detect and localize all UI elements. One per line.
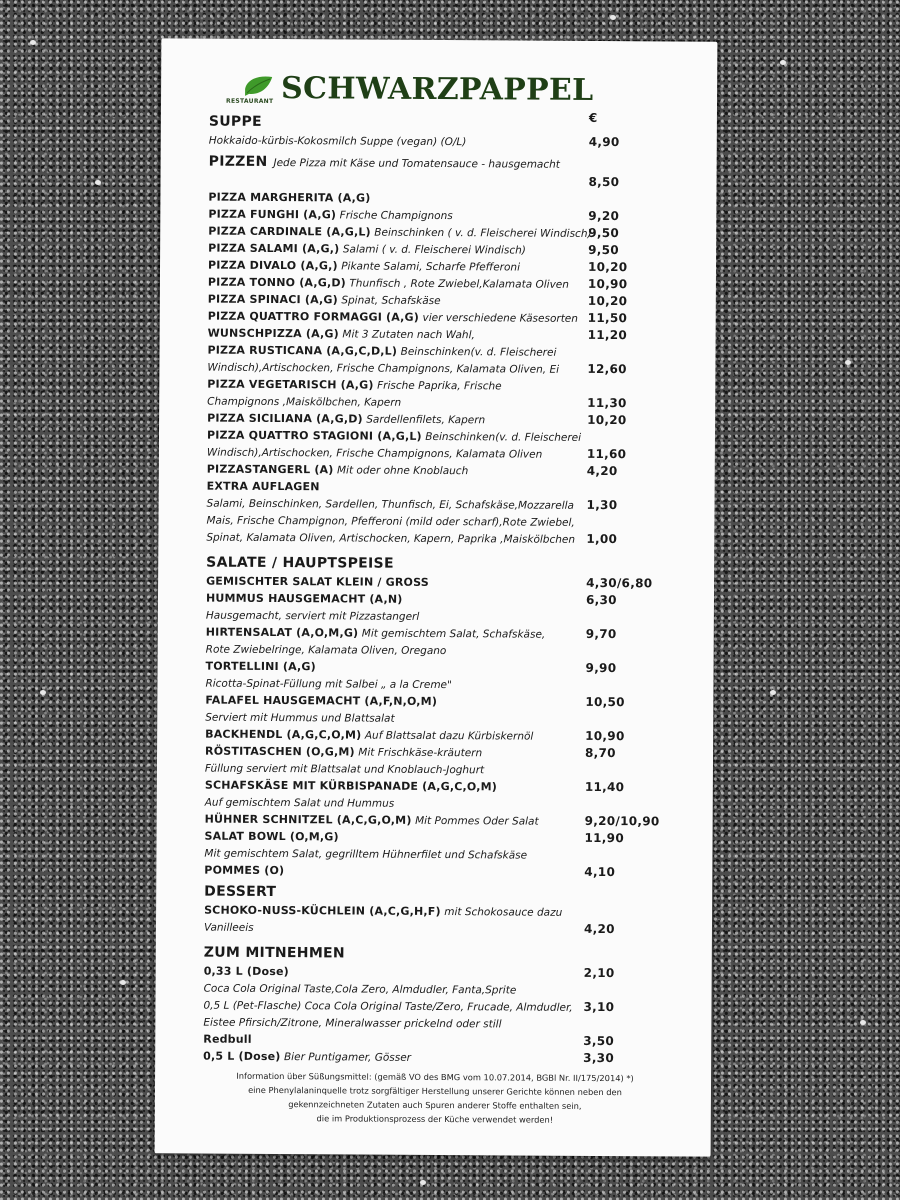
menu-item-price: 3,50 [583,1033,615,1049]
menu-card [155,38,718,1156]
menu-item-description: Salami ( v. d. Fleischerei Windisch) [342,243,526,257]
menu-item-price: 9,20/10,90 [584,813,660,829]
menu-item-description: Eistee Pfirsich/Zitrone, Mineralwasser prickelnd oder still [203,1016,502,1031]
menu-item-description: Champignons ,Maiskölbchen, Kapern [207,395,402,409]
menu-item-name: WUNSCHPIZZA (A,G) [207,326,339,341]
menu-item-description: 0,5 L (Pet-Flasche) Coca Cola Original Taste/Zero, Frucade, Almdudler, [203,999,573,1014]
menu-item-row [209,132,699,152]
menu-item-name: PIZZA MARGHERITA (A,G) [208,190,371,205]
menu-item-price: 10,20 [587,412,627,428]
menu-item-price: 2,10 [583,965,615,981]
menu-item-name: PIZZA TONNO (A,G,D) [207,275,346,290]
allergen-footnote [185,1068,685,1127]
granite-speck [30,40,36,45]
menu-item-description: Windisch),Artischocken, Frische Champignons, Kalamata Oliven [206,446,543,461]
menu-item-description: Ricotta-Spinat-Füllung mit Salbei „ a la Creme" [205,677,452,692]
granite-speck [845,360,851,365]
section-title-suppe: SUPPE € [208,110,598,130]
menu-item-description: Pikante Salami, Scharfe Pfefferoni [341,260,521,274]
menu-item-name: 0,33 L (Dose) [203,964,289,979]
menu-item-price: 8,70 [585,745,616,761]
menu-item-price: 4,90 [588,134,620,150]
menu-item-row [204,919,694,939]
menu-item-name: POMMES (O) [204,863,285,878]
menu-item-name: RÖSTITASCHEN (O,G,M) [205,744,355,759]
menu-item-name: 0,5 L (Dose) [203,1049,281,1064]
granite-speck [860,1020,866,1025]
menu-item-name: PIZZA VEGETARISCH (A,G) [207,377,374,392]
granite-speck [120,980,126,985]
menu-item-description: Spinat, Schafskäse [341,294,441,308]
menu-item-description: Frische Champignons [339,209,453,223]
menu-item-price: 11,90 [584,830,625,846]
menu-item-description: Hausgemacht, serviert mit Pizzastangerl [205,609,420,623]
menu-item-description: Auf gemischtem Salat und Hummus [204,796,395,810]
brand-title: SCHWARZPAPPEL [280,71,594,108]
menu-item-description: Vanilleeis [203,921,254,934]
menu-item-description: Auf Blattsalat dazu Kürbiskernöl [364,729,534,743]
menu-item-description: Rote Zwiebelringe, Kalamata Oliven, Oregano [205,643,447,658]
menu-item-name: PIZZA QUATTRO STAGIONI (A,G,L) [206,428,422,443]
section-title-dessert: DESSERT [204,883,277,901]
menu-item-name: HUMMUS HAUSGEMACHT (A,N) [205,591,403,606]
menu-item-name: EXTRA AUFLAGEN [206,479,320,494]
menu-item-price: 11,40 [584,779,625,795]
menu-item-description: Windisch),Artischocken, Frische Champignons, Kalamata Oliven, Ei [207,361,560,376]
menu-item-description: Salami, Beinschinken, Sardellen, Thunfisch, Ei, Schafskäse,Mozzarella [206,497,575,512]
menu-header [221,69,701,112]
menu-item-price: 11,20 [587,327,628,343]
dessert-list [204,902,694,939]
menu-item-price: 10,90 [585,728,625,744]
menu-item-description: mit Schokosauce dazu [444,906,563,919]
menu-item-price: 9,90 [585,660,617,676]
menu-item-name: PIZZA CARDINALE (A,G,L) [208,224,371,239]
menu-item-name: PIZZA SPINACI (A,G) [207,292,338,307]
menu-item-price: 1,00 [586,531,618,547]
menu-item-description: Mais, Frische Champignon, Pfefferoni (mild oder scharf),Rote Zwiebel, [206,514,575,529]
menu-item-price: 4,20 [583,921,615,937]
leaf-icon [243,75,273,97]
menu-item-description: Thunfisch , Rote Zwiebel,Kalamata Oliven [349,277,569,291]
menu-item-price: 11,50 [587,310,628,326]
menu-item-name: PIZZA DIVALO (A,G,) [207,258,338,273]
menu-item-description: Mit oder ohne Knoblauch [336,464,469,478]
menu-item-description: Mit gemischtem Salat, gegrilltem Hühnerfilet und Schafskäse [204,847,528,862]
menu-item-name: Redbull [203,1032,252,1046]
menu-item-description: Bier Puntigamer, Gösser [283,1051,412,1064]
menu-item-price: 12,60 [587,361,627,377]
menu-item-description: vier verschiedene Käsesorten [422,311,578,325]
granite-speck [610,15,616,20]
menu-item-price: 4,30/6,80 [586,575,653,591]
mitnehmen-list [203,963,694,1068]
menu-item-description: Beinschinken(v. d. Fleischerei [425,430,582,444]
menu-item-description: Füllung serviert mit Blattsalat und Knoblauch-Joghurt [204,762,485,777]
menu-item-price: 11,30 [587,395,627,411]
menu-item-name: PIZZASTANGERL (A) [206,462,334,477]
footnote-line: eine Phenylalaninquelle trotz sorgfältiger Herstellung unserer Gerichte können neben den [248,1084,622,1098]
menu-item-description: Frische Paprika, Frische [377,379,502,393]
granite-speck [95,180,101,185]
menu-item-description: Coca Cola Original Taste,Cola Zero, Almdudler, Fanta,Sprite [203,982,517,997]
pizzen-subtitle: Jede Pizza mit Käse und Tomatensauce - hausgemacht [273,156,560,171]
menu-item-name: SALAT BOWL (O,M,G) [204,829,339,844]
pizzen-list [206,172,698,549]
granite-speck [420,1180,426,1185]
menu-item-description: Spinat, Kalamata Oliven, Artischocken, Kapern, Paprika ,Maiskölbchen [206,531,576,546]
menu-item-price: 10,50 [585,694,625,710]
menu-item-price: 4,20 [586,463,618,479]
menu-body [203,110,699,1068]
menu-item-name: PIZZA RUSTICANA (A,G,C,D,L) [207,343,398,358]
menu-item-name: PIZZA SALAMI (A,G,) [208,241,340,256]
granite-speck [780,60,786,65]
restaurant-label: RESTAURANT [226,97,274,105]
menu-item-description: Sardellenfilets, Kapern [366,413,486,427]
menu-item-price: 9,50 [588,225,620,241]
menu-item-name: HÜHNER SCHNITZEL (A,C,G,O,M) [204,812,412,827]
salate-list [204,573,696,882]
suppe-list [209,132,699,152]
menu-item-price: 10,20 [587,259,628,275]
granite-speck [770,690,776,695]
footnote-line: die im Produktionsprozess der Küche verwendet werden! [316,1113,554,1125]
menu-item-price: 10,90 [587,276,628,292]
menu-item-description: Beinschinken(v. d. Fleischerei [400,345,557,359]
menu-item-description: Mit gemischtem Salat, Schafskäse, [361,627,546,641]
menu-item-description: Hokkaido-kürbis-Kokosmilch Suppe (vegan) (O/L) [208,134,467,149]
menu-item-name: SCHAFSKÄSE MIT KÜRBISPANADE (A,G,C,O,M) [204,778,498,794]
menu-item-description: Mit 3 Zutaten nach Wahl, [342,328,475,342]
section-title-salate: SALATE / HAUPTSPEISE [206,554,394,572]
menu-item-price: 3,10 [583,999,615,1015]
menu-item-name: HIRTENSALAT (A,O,M,G) [205,625,359,640]
menu-item-price: 10,20 [587,293,628,309]
currency-symbol: € [588,110,598,125]
footnote-line: gekennzeichneten Zutaten auch Spuren anderer Stoffe enthalten sein, [288,1099,582,1111]
menu-item-name: PIZZA SICILIANA (A,G,D) [207,411,363,426]
menu-item-name: FALAFEL HAUSGEMACHT (A,F,N,O,M) [205,693,438,709]
menu-item-row [206,529,696,549]
menu-item-price: 8,50 [588,174,620,190]
menu-item-name: PIZZA FUNGHI (A,G) [208,207,337,222]
menu-item-price: 6,30 [585,592,617,608]
menu-item-name: PIZZA QUATTRO FORMAGGI (A,G) [207,309,420,324]
menu-item-price: 1,30 [586,497,618,513]
section-title-mitnehmen: ZUM MITNEHMEN [203,944,345,962]
menu-item-description: Serviert mit Hummus und Blattsalat [205,711,395,725]
menu-item-name: SCHOKO-NUSS-KÜCHLEIN (A,C,G,H,F) [204,903,441,919]
menu-item-description: Mit Pommes Oder Salat [415,814,539,828]
menu-item-price: 3,30 [583,1050,615,1066]
menu-item-price: 11,60 [586,446,627,462]
menu-item-row [204,862,694,882]
menu-item-price: 9,20 [588,208,620,224]
granite-speck [40,690,46,695]
menu-item-description: Mit Frischkäse-kräutern [358,746,483,760]
menu-item-name: TORTELLINI (A,G) [205,659,316,674]
menu-item-price: 4,10 [584,864,616,880]
menu-item-description: Beinschinken ( v. d. Fleischerei Windisch) [374,226,592,240]
footnote-line: Information über Süßungsmittel: (gemäß VO des BMG vom 10.07.2014, BGBl Nr. II/175/2014) *) [236,1070,634,1084]
menu-item-price: 9,70 [585,626,617,642]
menu-item-row [203,1048,693,1068]
menu-item-name: BACKHENDL (A,G,C,O,M) [205,727,362,742]
section-title-pizzen: PIZZEN Jede Pizza mit Käse und Tomatensauce - hausgemacht [208,153,560,171]
menu-item-price: 9,50 [588,242,619,258]
menu-item-name: GEMISCHTER SALAT KLEIN / GROSS [206,574,429,589]
